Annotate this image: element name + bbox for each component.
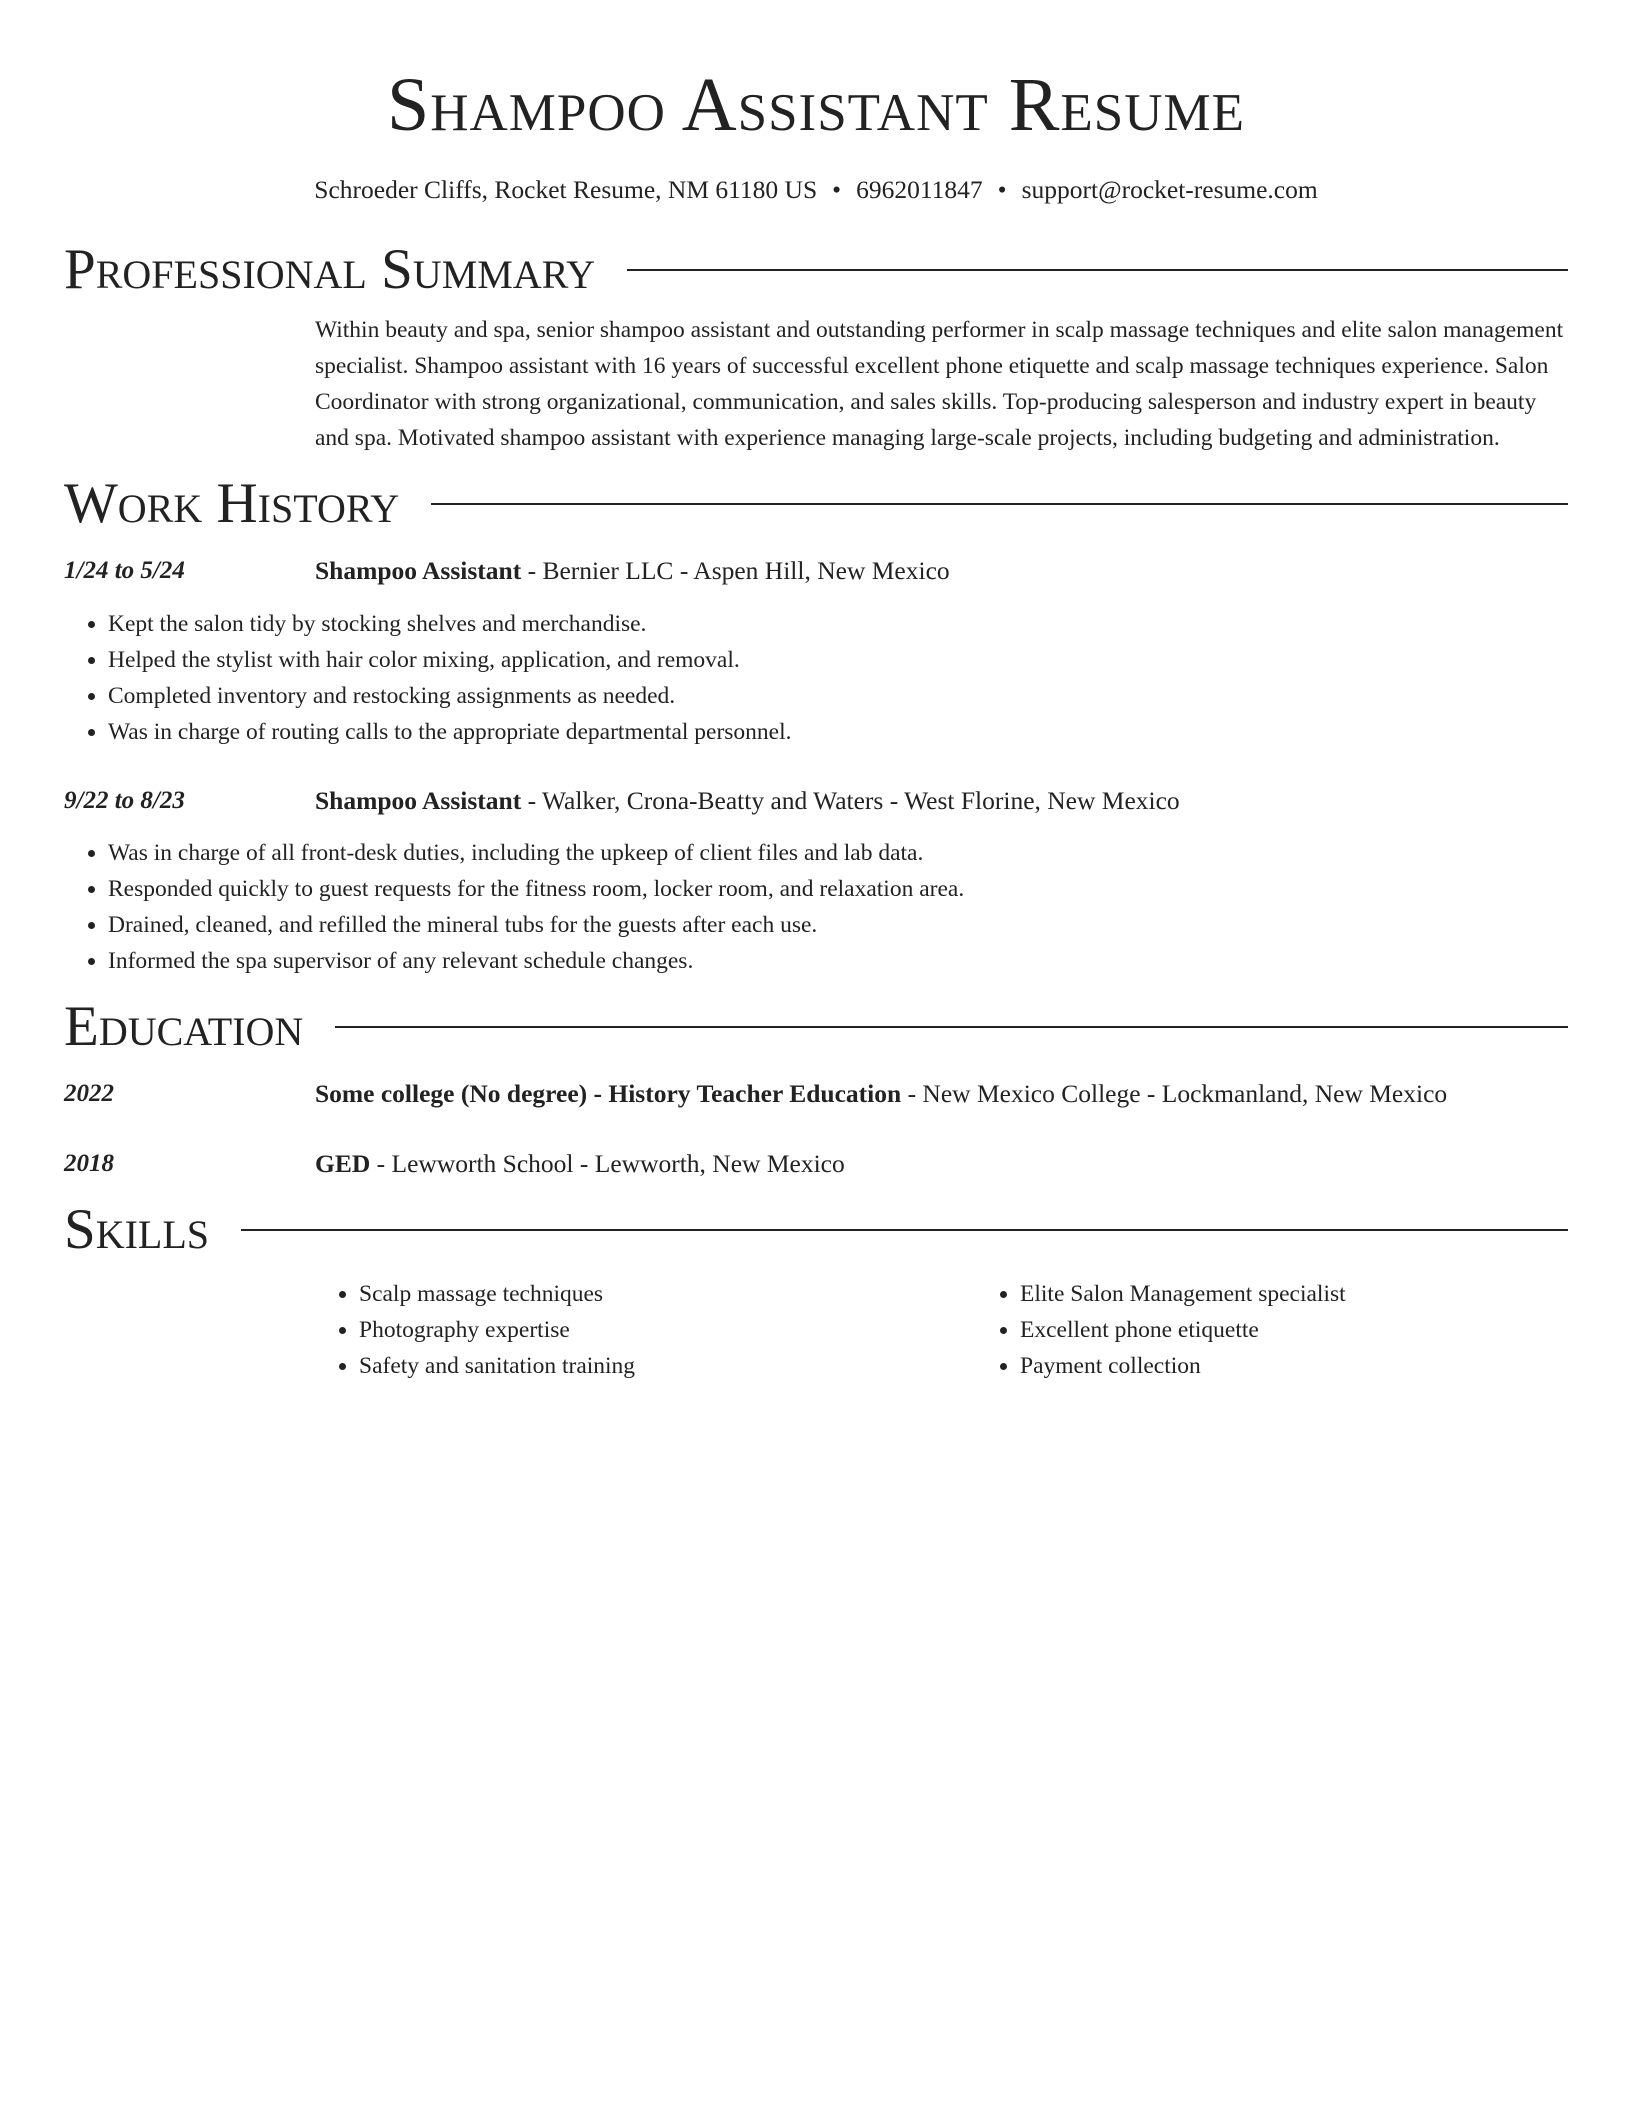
skills-heading: Skills — [64, 1198, 210, 1261]
contact-email: support@rocket-resume.com — [1021, 175, 1318, 204]
contact-address: Schroeder Cliffs, Rocket Resume, NM 61180 US — [314, 175, 818, 204]
skill-item: • Payment collection — [1020, 1348, 1632, 1384]
summary-section-header — [64, 238, 1568, 302]
education-entry — [64, 1076, 1568, 1112]
job-dates: 1/24 to 5/24 — [64, 557, 185, 584]
section-divider — [241, 1229, 1568, 1231]
contact-separator: • — [997, 175, 1007, 204]
job-details: - Walker, Crona-Beatty and Waters - West Florine, New Mexico — [521, 786, 1180, 815]
job-entry — [64, 783, 1568, 979]
job-heading — [315, 783, 1180, 819]
job-title: Shampoo Assistant — [315, 556, 522, 585]
skill-item: • Photography expertise — [359, 1312, 976, 1348]
duty-item: • Completed inventory and restocking assignments as needed. — [108, 678, 1568, 714]
contact-separator: • — [832, 175, 842, 204]
summary-heading: Professional Summary — [64, 238, 596, 301]
education-entry — [64, 1146, 1568, 1182]
duty-item: • Was in charge of routing calls to the appropriate departmental personnel. — [108, 714, 1568, 750]
education-year: 2022 — [64, 1080, 114, 1107]
skills-section-header — [64, 1198, 1568, 1262]
section-divider — [431, 503, 1568, 505]
education-details: - New Mexico College - Lockmanland, New Mexico — [901, 1079, 1448, 1108]
section-divider — [627, 269, 1568, 271]
education-degree: GED — [315, 1149, 371, 1178]
skill-item: • Scalp massage techniques — [359, 1276, 976, 1312]
job-entry — [64, 553, 1568, 750]
duty-item: • Was in charge of all front-desk duties, including the upkeep of client files and lab data. — [108, 835, 1568, 871]
duty-item: • Helped the stylist with hair color mixing, application, and removal. — [108, 642, 1568, 678]
skill-item: • Safety and sanitation training — [359, 1348, 976, 1384]
job-title: Shampoo Assistant — [315, 786, 522, 815]
work-section-header — [64, 472, 1568, 536]
duty-item: • Responded quickly to guest requests for the fitness room, locker room, and relaxation area. — [108, 871, 1568, 907]
education-heading: Education — [64, 995, 304, 1058]
duty-item: • Drained, cleaned, and refilled the mineral tubs for the guests after each use. — [108, 907, 1568, 943]
duty-item: • Informed the spa supervisor of any relevant schedule changes. — [108, 943, 1568, 979]
contact-phone: 6962011847 — [856, 175, 983, 204]
job-details: - Bernier LLC - Aspen Hill, New Mexico — [521, 556, 950, 585]
education-year: 2018 — [64, 1150, 114, 1177]
education-details: - Lewworth School - Lewworth, New Mexico — [370, 1149, 845, 1178]
work-history-heading: Work History — [64, 472, 400, 535]
duty-item: • Kept the salon tidy by stocking shelves and merchandise. — [108, 606, 1568, 642]
education-line — [315, 1146, 845, 1182]
section-divider — [335, 1026, 1568, 1028]
job-duties — [64, 606, 1568, 750]
resume-title: Shampoo Assistant Resume — [386, 63, 1246, 147]
summary-text: Within beauty and spa, senior shampoo assistant and outstanding performer in scalp massage techniques and elite salon management specialist. Shampoo assistant with 16 years of successful excellent phone etiquette and scalp massage techniques experience. Salon Coordinator with strong organizational, communication, and sales skills. Top-producing salesperson and industry expert in beauty and spa. Motivated shampoo assistant with experience managing large-scale projects, including budgeting and administration. — [315, 317, 1564, 451]
education-line — [315, 1076, 1447, 1112]
education-degree: Some college (No degree) - History Teacher Education — [315, 1079, 902, 1108]
skill-item: • Excellent phone etiquette — [1020, 1312, 1632, 1348]
job-duties — [64, 835, 1568, 979]
skills-column-left — [315, 1276, 976, 1384]
education-section-header — [64, 995, 1568, 1059]
job-dates: 9/22 to 8/23 — [64, 787, 185, 814]
resume-page — [64, 0, 1568, 1384]
skills-list — [315, 1276, 1568, 1384]
job-heading — [315, 553, 950, 589]
contact-line — [64, 174, 1568, 206]
skills-column-right — [976, 1276, 1632, 1384]
skill-item: • Elite Salon Management specialist — [1020, 1276, 1632, 1312]
